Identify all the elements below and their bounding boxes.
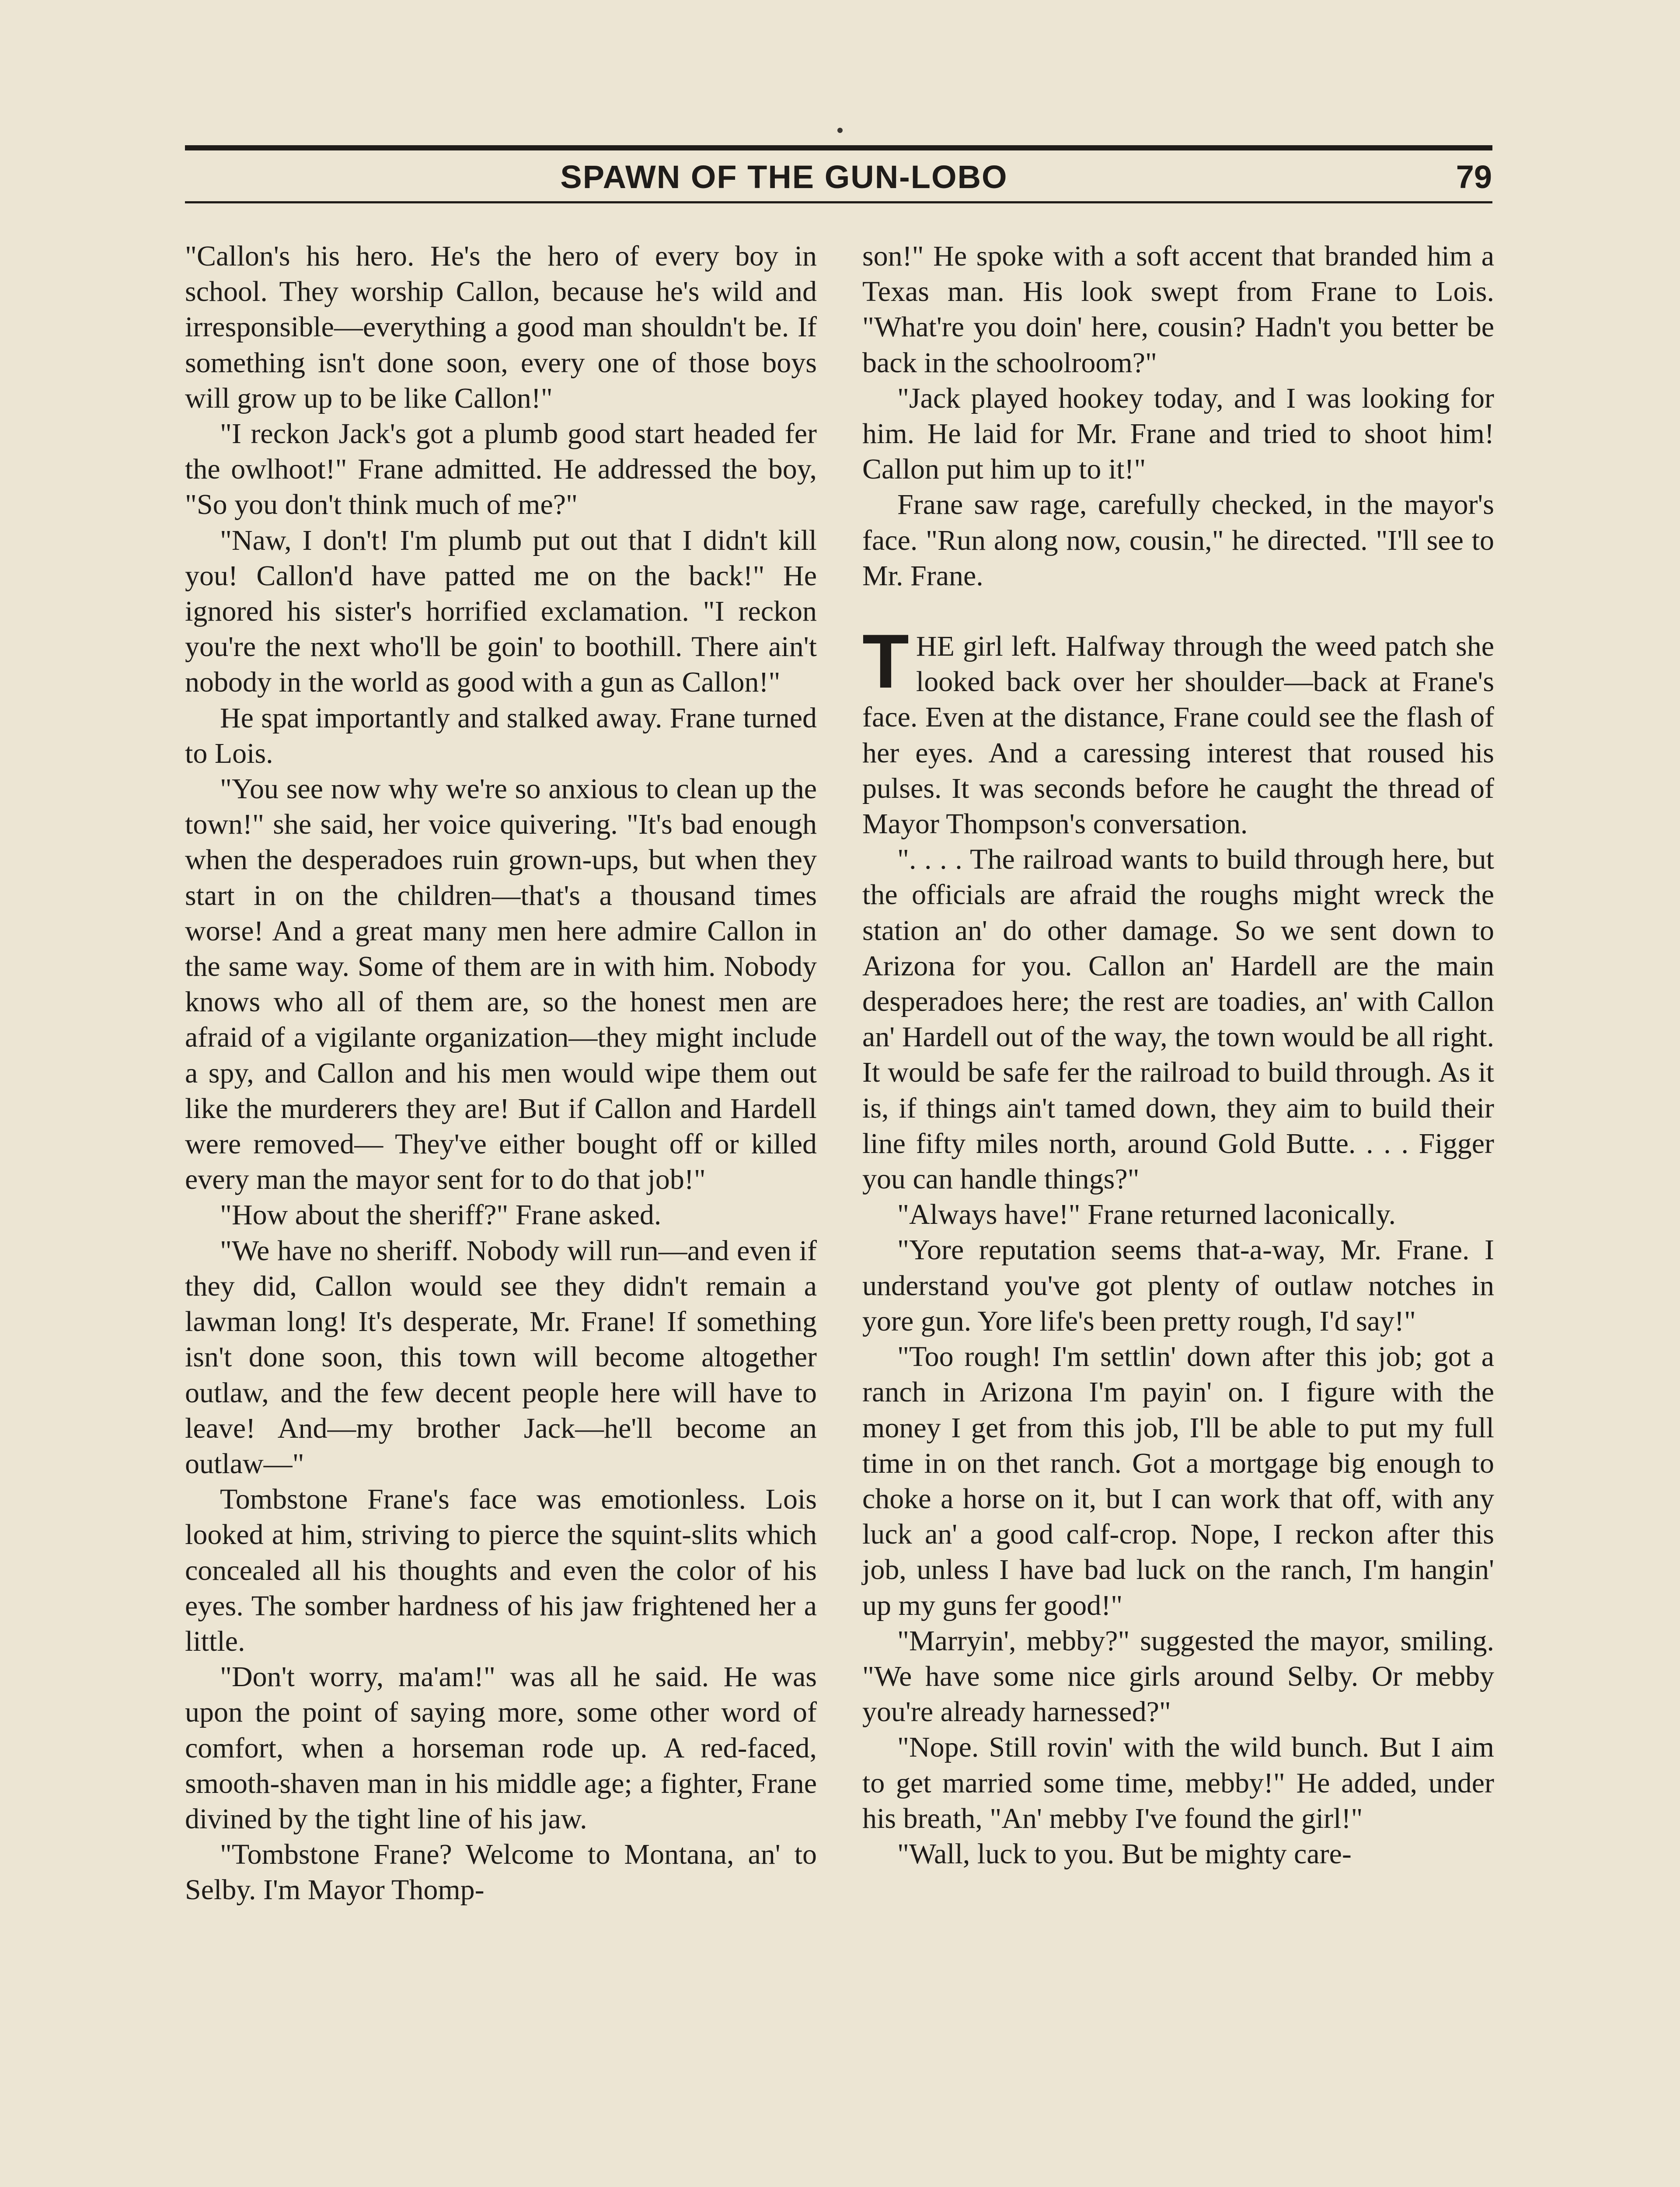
paragraph: "Don't worry, ma'am!" was all he said. He was upon the point of saying more, some other word of comfort, when a horseman rode up. A red-faced, smooth-shaven man in his middle age; a fighter, Frane divined by the tight line of his jaw. — [185, 1661, 817, 1835]
right-text-column — [862, 238, 1494, 1872]
section-start-text: HE girl left. Halfway through the weed patch she looked back over her shoulder—back at Frane's face. Even at the distance, Frane could see the flash of her eyes. And a caressing interest that roused his pulses. It was seconds before he caught the thread of Mayor Thompson's conversation. — [862, 630, 1494, 840]
paragraph: "Wall, luck to you. But be mighty care- — [897, 1838, 1352, 1870]
paragraph: "Jack played hookey today, and I was looking for him. He laid for Mr. Frane and tried to shoot him! Callon put him up to it!" — [862, 382, 1494, 486]
paragraph: "Naw, I don't! I'm plumb put out that I didn't kill you! Callon'd have patted me on the back!" He ignored his sister's horrified exclamation. "I reckon you're the next who'll be goin' to boothill. There ain't nobody in the world as good with a gun as Callon!" — [185, 524, 817, 699]
paragraph: "How about the sheriff?" Frane asked. — [220, 1199, 662, 1231]
ink-speck — [837, 128, 843, 133]
paragraph: "Marryin', mebby?" suggested the mayor, smiling. "We have some nice girls around Selby. Or mebby you're already harnessed?" — [862, 1625, 1494, 1728]
left-text-column — [185, 238, 817, 1908]
paragraph: "Too rough! I'm settlin' down after this job; got a ranch in Arizona I'm payin' on. I figure with the money I get from this job, I'll be able to put my full time in on thet ranch. Got a mortgage big enough to choke a horse on it, but I can work that off, with any luck an' a good calf-crop. Nope, I reckon after this job, unless I have bad luck on the ranch, I'm hangin' up my guns fer good!" — [862, 1341, 1494, 1621]
paragraph: Frane saw rage, carefully checked, in the mayor's face. "Run along now, cousin," he directed. "I'll see to Mr. Frane. — [862, 489, 1494, 592]
paragraph: Tombstone Frane's face was emotionless. Lois looked at him, striving to pierce the squint-slits which concealed all his thoughts and even the color of his eyes. The somber hardness of his jaw frightened her a little. — [185, 1483, 817, 1657]
header-bottom-rule — [185, 201, 1492, 203]
paragraph: "Yore reputation seems that-a-way, Mr. Frane. I understand you've got plenty of outlaw notches in yore gun. Yore life's been pretty rough, I'd say!" — [862, 1234, 1494, 1337]
paragraph: "I reckon Jack's got a plumb good start headed fer the owlhoot!" Frane admitted. He addressed the boy, "So you don't think much of me?" — [185, 418, 817, 521]
paragraph: "We have no sheriff. Nobody will run—and even if they did, Callon would see they didn't remain a lawman long! It's desperate, Mr. Frane! If something isn't done soon, this town will become altogether outlaw, and the few decent people here will have to leave! And—my brother Jack—he'll become an outlaw—" — [185, 1234, 817, 1480]
paragraph: He spat importantly and stalked away. Frane turned to Lois. — [185, 702, 817, 769]
paragraph: "Nope. Still rovin' with the wild bunch. But I aim to get married some time, mebby!" He added, under his breath, "An' mebby I've found the girl!" — [862, 1731, 1494, 1834]
header-top-rule — [185, 145, 1492, 150]
running-title: SPAWN OF THE GUN-LOBO — [560, 159, 1008, 195]
paragraph: "Callon's his hero. He's the hero of every boy in school. They worship Callon, because he's wild and irresponsible—everything a good man shouldn't be. If something isn't done soon, every one of those boys will grow up to be like Callon!" — [185, 240, 817, 414]
section-start-paragraph — [862, 619, 1494, 842]
page-number: 79 — [1456, 159, 1492, 195]
paragraph: "Tombstone Frane? Welcome to Montana, an' to Selby. I'm Mayor Thomp- — [185, 1838, 817, 1906]
continued-paragraph: son!" He spoke with a soft accent that branded him a Texas man. His look swept from Frane to Lois. "What're you doin' here, cousin? Hadn't you better be back in the schoolroom?" — [862, 240, 1494, 379]
paragraph: "You see now why we're so anxious to clean up the town!" she said, her voice quivering. "It's bad enough when the desperadoes ruin grown-ups, but when they start in on the children—that's a thousand times worse! And a great many men here admire Callon in the same way. Some of them are in with him. Nobody knows who all of them are, so the honest men are afraid of a vigilante organization—they might include a spy, and Callon and his men would wipe them out like the murderers they are! But if Callon and Hardell were removed— They've either bought off or killed every man the mayor sent for to do that job!" — [185, 773, 817, 1196]
paragraph: ". . . . The railroad wants to build through here, but the officials are afraid the roughs might wreck the station an' do other damage. So we sent down to Arizona for you. Callon an' Hardell are the main desperadoes here; the rest are toadies, an' with Callon an' Hardell out of the way, the town would be all right. It would be safe fer the railroad to build through. As it is, if things ain't tamed down, they aim to build their line fifty miles north, around Gold Butte. . . . Figger you can handle things?" — [862, 843, 1494, 1195]
drop-cap: T — [862, 619, 909, 705]
paragraph: "Always have!" Frane returned laconically. — [897, 1198, 1396, 1231]
